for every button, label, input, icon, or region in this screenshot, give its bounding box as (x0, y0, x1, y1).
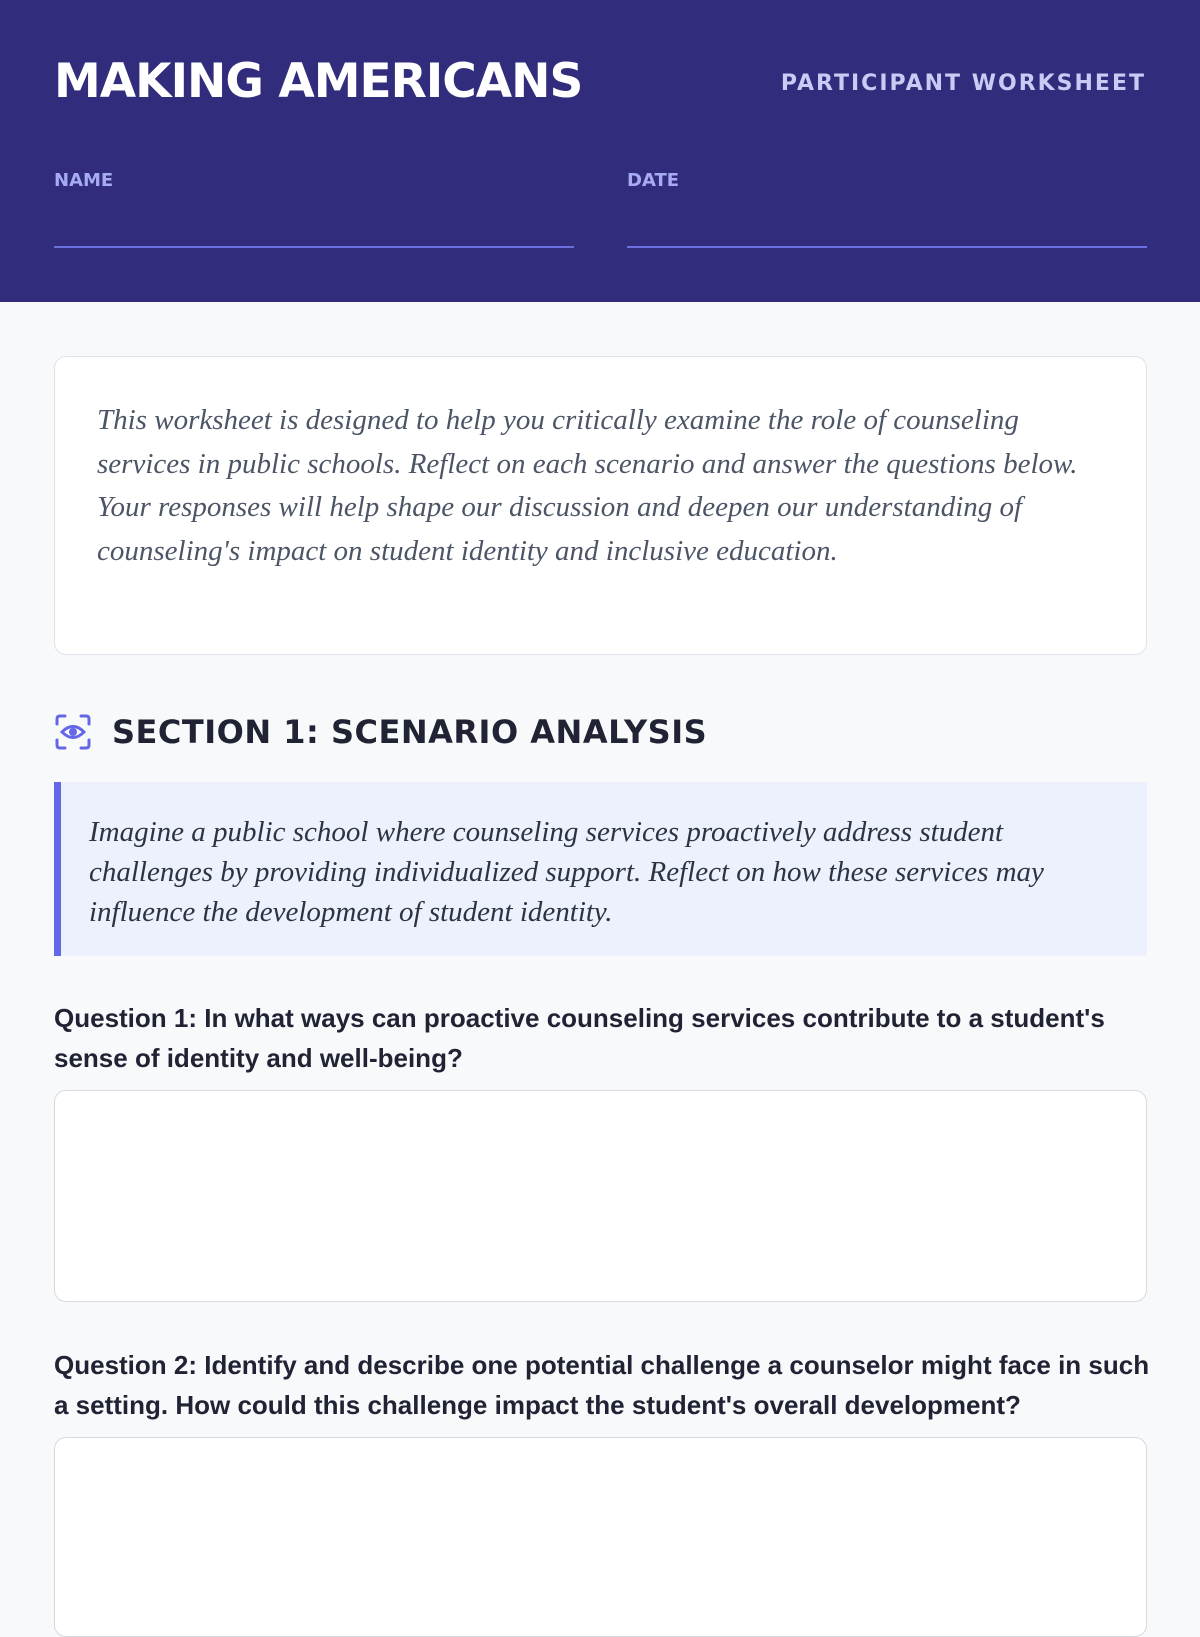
eye-scan-icon (54, 713, 92, 751)
question-1-answer[interactable] (54, 1090, 1147, 1302)
document-title: MAKING AMERICANS (54, 54, 583, 109)
section-1-heading (54, 710, 707, 754)
section-title: SECTION 1: SCENARIO ANALYSIS (112, 713, 708, 751)
document-subtitle: PARTICIPANT WORKSHEET (780, 71, 1146, 96)
date-field[interactable] (627, 204, 1147, 248)
question-1: Question 1: In what ways can proactive counseling services contribute to a student's sense of identity and well-being? (54, 1003, 1105, 1073)
question-2: Question 2: Identify and describe one potential challenge a counselor might face in such a setting. How could this challenge impact the student's overall development? (54, 1350, 1150, 1420)
intro-card (54, 356, 1147, 655)
name-field[interactable] (54, 204, 574, 248)
worksheet-header (0, 0, 1200, 302)
scenario-callout (54, 782, 1147, 956)
intro-text: This worksheet is designed to help you critically examine the role of counseling services in public schools. Reflect on each scenario and answer the questions below. Your responses will help shape our discussion and deepen our understanding of counseling's impact on student identity and inclusive education. (97, 404, 1078, 567)
name-label: NAME (54, 170, 114, 191)
question-2-answer[interactable] (54, 1437, 1147, 1637)
scenario-text: Imagine a public school where counseling services proactively address student challenges by providing individualized support. Reflect on how these services may influence the development of student identity. (89, 816, 1044, 928)
date-label: DATE (627, 170, 680, 191)
